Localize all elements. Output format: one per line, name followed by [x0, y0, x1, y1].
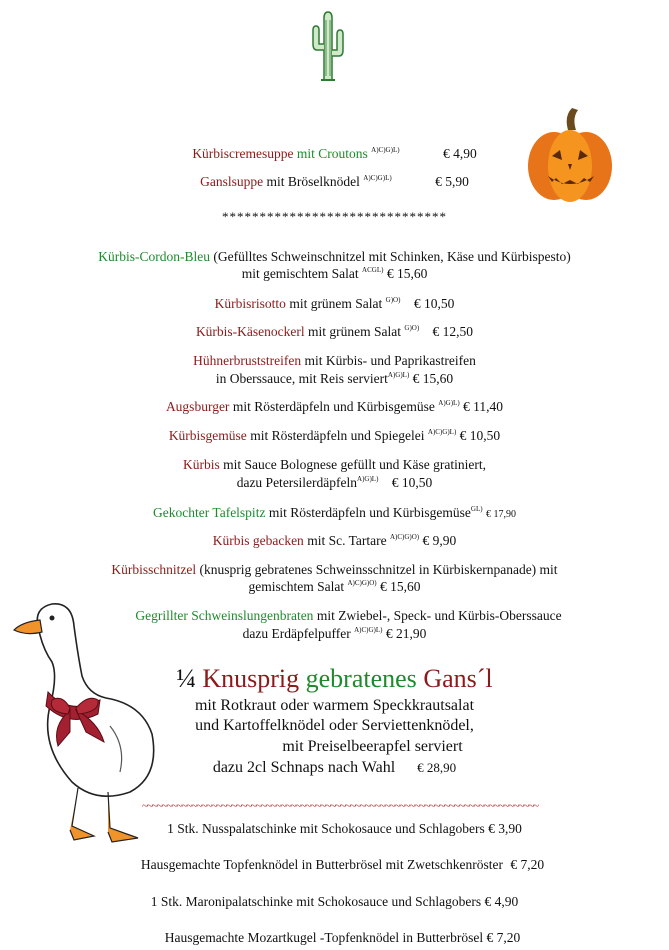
allergens: A)G)L) — [357, 475, 379, 483]
price: € 9,90 — [422, 533, 457, 548]
special-line: mit Rotkraut oder warmem Speckkrautsalat — [194, 697, 475, 714]
allergens: A)C)G)L) — [427, 428, 457, 436]
special-line: dazu 2cl Schnaps nach Wahl € 28,90 — [212, 759, 457, 776]
dessert-item: Hausgemachte Mozartkugel -Topfenknödel in Butterbrösel € 7,20 — [164, 930, 521, 945]
soup-item: Kürbiscremesuppe mit Croutons $^{A)C)G)L)}$ € 4,90 — [192, 146, 477, 161]
dish-name: Kürbis-Cordon-Bleu — [98, 249, 211, 264]
price: € 5,90 — [435, 174, 469, 189]
dish-name: Kürbis — [183, 457, 220, 472]
price: € 7,20 — [486, 930, 521, 945]
allergens: GL) — [470, 505, 483, 513]
price: € 15,60 — [412, 371, 454, 386]
separator: ****************************** — [222, 209, 447, 224]
menu-item: Kürbis-Cordon-Bleu (Gefülltes Schweinschnitzel mit Schinken, Käse und Kürbispesto) — [98, 249, 571, 264]
menu-item: Augsburger mit Rösterdäpfeln und Kürbisgemüse $^{A)G)L)}$ € 11,40 — [165, 399, 504, 414]
dessert-item: Hausgemachte Topfenknödel in Butterbrösel mit Zwetschkenröster € 7,20 — [140, 857, 545, 872]
dish-name: Ganslsuppe — [200, 174, 264, 189]
menu-item-cont: dazu Erdäpfelpuffer $^{A)C)G)L)}$ € 21,90 — [242, 626, 427, 641]
special-title: ¼ Knusprig gebratenes Gans´l — [176, 664, 493, 693]
menu-item-cont: mit gemischtem Salat $^{ACGL)}$ € 15,60 — [241, 266, 428, 281]
price: € 4,90 — [442, 146, 477, 161]
special-line: und Kartoffelknödel oder Serviettenknödel, — [195, 717, 474, 734]
menu-item: Kürbis-Käsenockerl mit grünem Salat $^{G)O)}$ € 12,50 — [195, 324, 474, 339]
menu-item: Kürbis gebacken mit Sc. Tartare $^{A)C)G)O)}$ € 9,90 — [212, 533, 457, 548]
dish-name: Kürbisrisotto — [214, 296, 286, 311]
price: € 15,60 — [380, 579, 421, 594]
dish-name: Kürbiscremesuppe — [192, 146, 294, 161]
allergens: A)G)L) — [387, 371, 410, 379]
dessert-item: 1 Stk. Nusspalatschinke mit Schokosauce und Schlagobers € 3,90 — [167, 821, 522, 836]
dish-name: Gegrillter Schweinslungenbraten — [135, 608, 314, 623]
allergens: A)C)G)L) — [354, 626, 383, 634]
price: € 10,50 — [391, 475, 433, 490]
menu-item: Hühnerbruststreifen mit Kürbis- und Paprikastreifen — [193, 353, 476, 368]
menu-item: Kürbisrisotto mit grünem Salat $^{G)O)}$ € 10,50 — [214, 296, 455, 311]
allergens: G)O) — [385, 296, 401, 304]
allergens: ACGL) — [362, 266, 384, 274]
price: € 3,90 — [488, 821, 522, 836]
allergens: G)O) — [404, 324, 420, 332]
dish-name: Kürbisschnitzel — [111, 562, 197, 577]
menu-item: Gegrillter Schweinslungenbraten mit Zwiebel-, Speck- und Kürbis-Oberssauce — [135, 608, 562, 623]
dish-name: Kürbis gebacken — [212, 533, 304, 548]
price: € 10,50 — [459, 428, 501, 443]
price: € 28,90 — [417, 760, 457, 775]
menu-item: Kürbisgemüse mit Rösterdäpfeln und Spiegelei $^{A)C)G)L)}$ € 10,50 — [168, 428, 501, 443]
menu-item: Kürbis mit Sauce Bolognese gefüllt und Käse gratiniert, — [183, 457, 486, 472]
allergens: A)C)G)L) — [363, 174, 392, 182]
price: € 10,50 — [413, 296, 455, 311]
dish-name: Gekochter Tafelspitz — [153, 505, 266, 520]
allergens: A)C)G)O) — [389, 533, 420, 541]
soup-item: Ganslsuppe mit Bröselknödel $^{A)C)G)L)}$ € 5,90 — [200, 174, 469, 189]
price: € 11,40 — [463, 399, 504, 414]
allergens: A)C)G)O) — [347, 579, 377, 587]
dish-name: Hühnerbruststreifen — [193, 353, 302, 368]
price: € 7,20 — [510, 857, 545, 872]
dish-name: Augsburger — [165, 399, 230, 414]
dessert-item: 1 Stk. Maronipalatschinke mit Schokosauce und Schlagobers € 4,90 — [150, 894, 519, 909]
menu-item-cont: gemischtem Salat $^{A)C)G)O)}$ € 15,60 — [248, 579, 421, 594]
price: € 15,60 — [386, 266, 428, 281]
price: € 4,90 — [484, 894, 519, 909]
special-line: mit Preiselbeerapfel serviert — [282, 738, 463, 755]
price: € 21,90 — [385, 626, 427, 641]
price: € 12,50 — [432, 324, 474, 339]
cactus-icon — [309, 10, 347, 82]
price: € 17,90 — [485, 509, 516, 520]
wave-divider: ~~~~~~~~~~~~~~~~~~~~~~~~~~~~~~~~~~~~~~~~~~~~~~~~~~~~~~~~~~~~~~~~~~~~~~~~~~~~~~~~ — [142, 800, 539, 812]
dish-name: Kürbis-Käsenockerl — [195, 324, 305, 339]
menu-item-cont: dazu Petersilerdäpfeln$^{A)G)L)}$ € 10,50 — [236, 475, 433, 490]
menu-item: Kürbisschnitzel (knusprig gebratenes Schweinsschnitzel in Kürbiskernpanade) mit — [111, 562, 558, 577]
allergens: A)G)L) — [438, 399, 460, 407]
menu-item-cont: in Oberssauce, mit Reis serviert$^{A)G)L)}$ € 15,60 — [215, 371, 454, 386]
menu-item: Gekochter Tafelspitz mit Rösterdäpfeln und Kürbisgemüse$^{GL)}$ € 17,90 — [153, 505, 516, 520]
dish-name: Kürbisgemüse — [168, 428, 247, 443]
allergens: A)C)G)L) — [371, 146, 400, 154]
